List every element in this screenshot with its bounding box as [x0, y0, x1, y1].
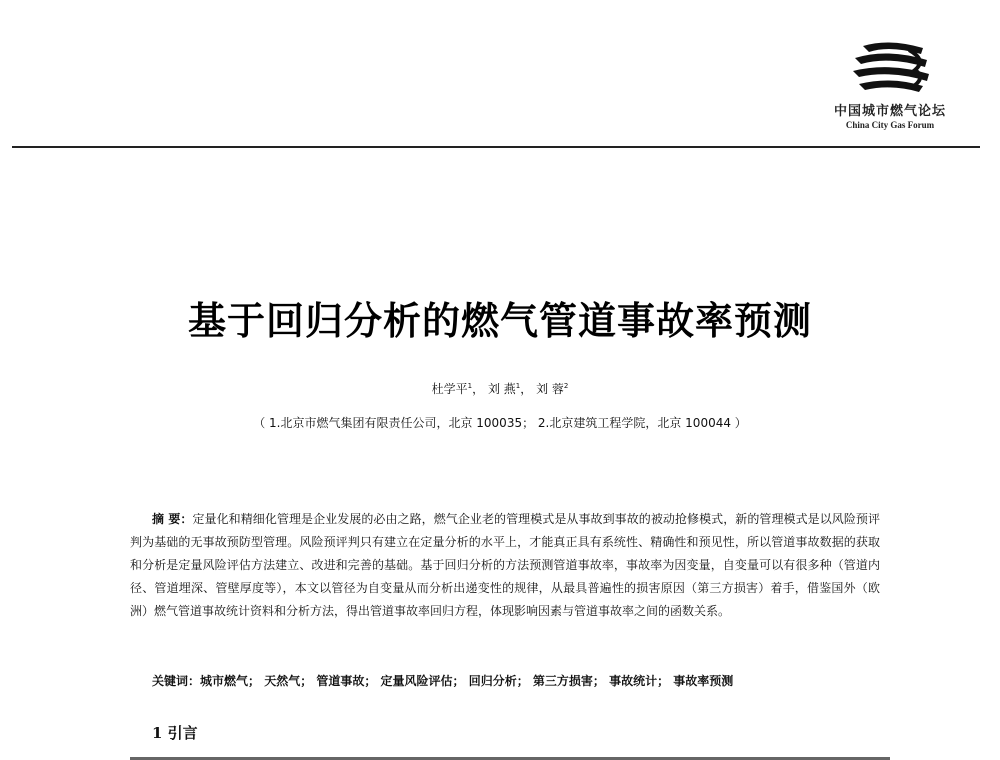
author-name: 杜学平 [431, 382, 468, 396]
author-name: 刘 燕 [487, 382, 516, 396]
keywords-text: 城市燃气； 天然气； 管道事故； 定量风险评估； 回归分析； 第三方损害； 事故统计； 事故率预测 [200, 674, 734, 688]
cutoff-text-line [130, 752, 890, 760]
keywords [152, 672, 882, 689]
affiliations: （ 1.北京市燃气集团有限责任公司，北京 100035； 2.北京建筑工程学院，北京 100044 ） [253, 416, 747, 430]
author-line [0, 380, 1000, 397]
author-affil-mark: 1 [515, 382, 521, 390]
abstract [130, 508, 880, 623]
logo-chinese-text: 中国城市燃气论坛 [833, 104, 946, 119]
logo-english-text: China City Gas Forum [845, 120, 935, 130]
forum-logo [820, 40, 960, 130]
paper-title: 基于回归分析的燃气管道事故率预测 [187, 298, 812, 343]
author-separator: ， [472, 382, 485, 396]
header-rule [12, 146, 980, 148]
author-affil-mark: 1 [467, 382, 473, 390]
author-name: 刘 蓉 [536, 382, 564, 396]
author-separator: ， [520, 382, 533, 396]
gas-forum-logo-icon [849, 40, 931, 96]
abstract-text: 定量化和精细化管理是企业发展的必由之路，燃气企业老的管理模式是从事故到事故的被动抢修模式，新的管理模式是以风险预评判为基础的无事故预防型管理。风险预评判只有建立在定量分析的水平上，才能真正具有系统性、精确性和预见性，所以管道事故数据的获取和分析是定量风险评估方法建立、改进和完善的基础。基于回归分析的方法预测管道事故率，事故率为因变量，自变量可以有很多种（管道内径、管道埋深、管壁厚度等），本文以管径为自变量从而分析出递变性的规律，从最具普遍性的损害原因（第三方损害）着手，借鉴国外（欧洲）燃气管道事故统计资料和分析方法，得出管道事故率回归方程，体现影响因素与管道事故率之间的函数关系。 [130, 512, 880, 618]
page-header [0, 0, 1000, 160]
author-affil-mark: 2 [563, 382, 569, 390]
keywords-label: 关键词： [152, 674, 201, 688]
section-heading: 1 引言 [152, 724, 198, 742]
abstract-label: 摘 要： [152, 512, 193, 526]
